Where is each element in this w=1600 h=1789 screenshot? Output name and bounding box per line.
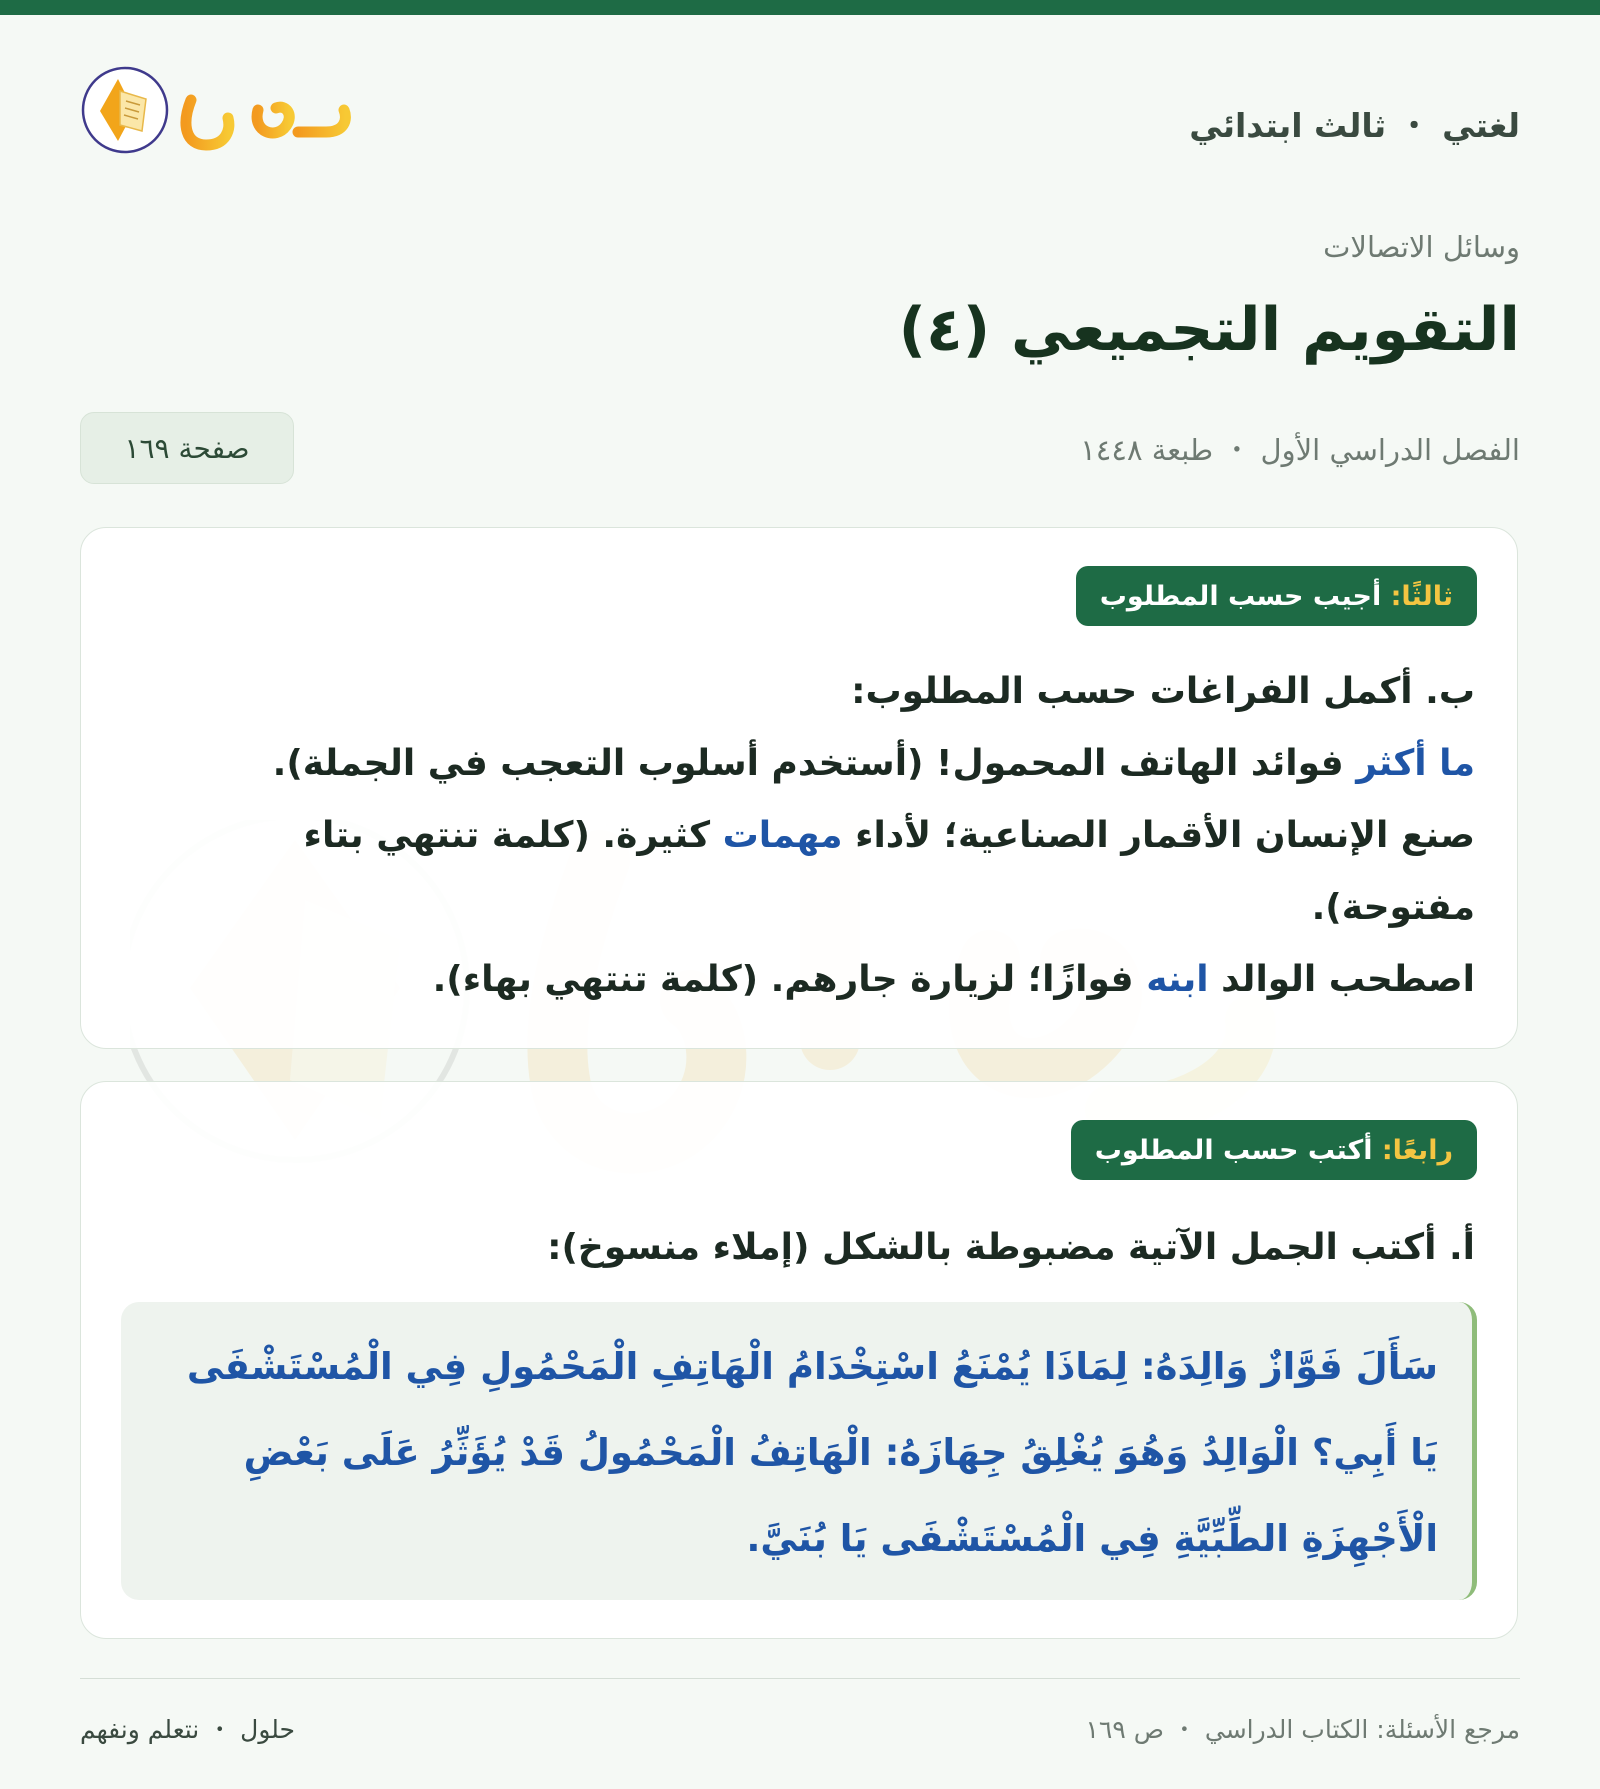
answer-fill: ما أكثر xyxy=(1356,743,1475,784)
section-card-complete-blanks xyxy=(80,527,1518,1049)
top-accent-bar xyxy=(0,0,1600,15)
page-title: التقويم التجميعي (٤) xyxy=(898,295,1520,365)
section-label-prefix: ثالثًا: xyxy=(1390,580,1453,612)
unit-name: وسائل الاتصالات xyxy=(1323,230,1520,264)
line-text: فوازًا؛ لزيارة جارهم. (كلمة تنتهي بهاء). xyxy=(432,959,1134,1000)
answer-line-4 xyxy=(123,944,1475,1016)
page-header xyxy=(80,60,1520,190)
section-label-text: أكتب حسب المطلوب xyxy=(1094,1134,1373,1166)
brand-logo[interactable] xyxy=(80,60,356,160)
section-label-prefix: رابعًا: xyxy=(1381,1134,1453,1166)
question-heading: ب. أكمل الفراغات حسب المطلوب: xyxy=(851,671,1475,712)
footer-reference: مرجع الأسئلة: الكتاب الدراسي ・ ص ١٦٩ xyxy=(1085,1715,1520,1744)
footer-divider xyxy=(80,1678,1520,1679)
answer-line-3: مفتوحة). xyxy=(1311,887,1475,928)
footer-tagline: حلول ・ نتعلم ونفهم xyxy=(80,1715,295,1744)
section-label-pill xyxy=(1076,566,1477,626)
term-edition-meta: الفصل الدراسي الأول ・ طبعة ١٤٤٨ xyxy=(1080,433,1520,467)
answer-line-2 xyxy=(123,800,1475,872)
dictation-passage: سَأَلَ فَوَّازٌ وَالِدَهُ: لِمَاذَا يُمْنَعُ اسْتِخْدَامُ الْهَاتِفِ الْمَحْمُولِ فِي الْمُسْتَشْفَى يَا أَبِي؟ الْوَالِدُ وَهُوَ يُغْلِقُ جِهَازَهُ: الْهَاتِفُ الْمَحْمُولُ قَدْ يُؤَثِّرُ عَلَى بَعْضِ الْأَجْهِزَةِ الطِّبِّيَّةِ فِي الْمُسْتَشْفَى يَا بُنَيَّ. xyxy=(121,1302,1477,1600)
line-text: صنع الإنسان الأقمار الصناعية؛ لأداء xyxy=(855,815,1475,856)
subject-grade-label: لغتي ・ ثالث ابتدائي xyxy=(1189,106,1520,145)
question-heading: أ. أكتب الجمل الآتية مضبوطة بالشكل (إملاء منسوخ): xyxy=(547,1227,1475,1268)
answer-lines xyxy=(123,728,1475,1016)
line-text: اصطحب الوالد xyxy=(1221,959,1475,1000)
section-label-pill xyxy=(1071,1120,1477,1180)
brand-wordmark-icon xyxy=(176,60,356,160)
section-label-text: أجيب حسب المطلوب xyxy=(1099,580,1382,612)
line-text: كثيرة. (كلمة تنتهي بتاء xyxy=(303,815,711,856)
answer-line-1 xyxy=(123,728,1475,800)
book-diamond-emblem-icon xyxy=(80,65,170,155)
answer-fill: ابنه xyxy=(1146,959,1209,1000)
answer-fill: مهمات xyxy=(722,815,843,856)
page-number-badge: صفحة ١٦٩ xyxy=(80,412,294,484)
line-text: فوائد الهاتف المحمول! (أستخدم أسلوب التعجب في الجملة). xyxy=(272,743,1344,784)
section-card-dictation xyxy=(80,1081,1518,1639)
